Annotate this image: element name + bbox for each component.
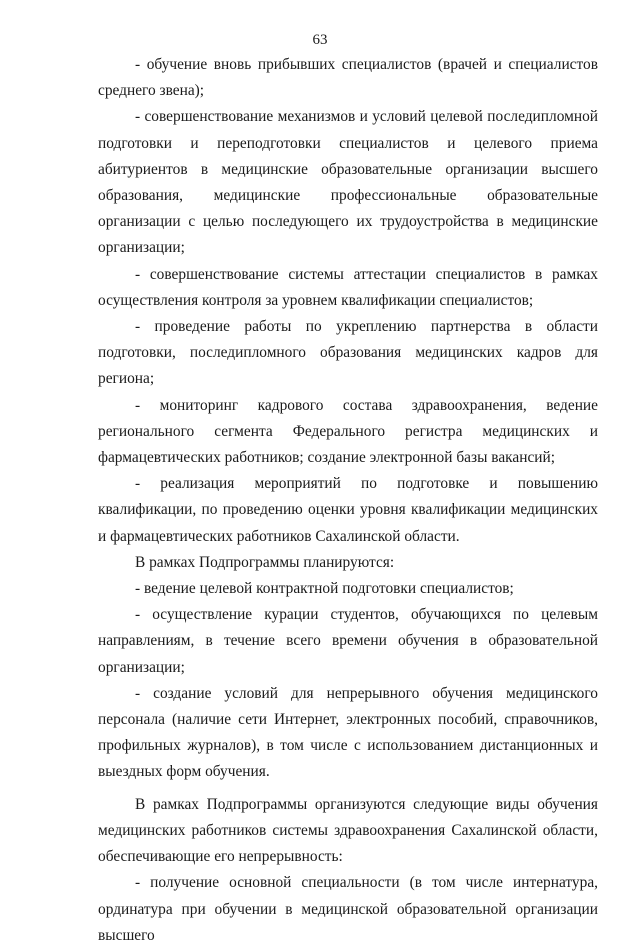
paragraph-1: - обучение вновь прибывших специалистов (врачей и специалистов среднего звена); [98,56,598,100]
paragraph-4: - проведение работы по укреплению партнерства в области подготовки, последипломного образования медицинских кадров для региона; [98,318,598,388]
paragraph-5: - мониторинг кадрового состава здравоохранения, ведение регионального сегмента Федерального регистра медицинских и фармацевтических работников; создание электронной базы вакансий; [98,396,598,467]
paragraph-11: В рамках Подпрограммы организуются следующие виды обучения медицинских работников системы здравоохранения Сахалинской области, обеспечивающие его непрерывность: [98,795,598,866]
paragraph-9: - осуществление курации студентов, обучающихся по целевым направлениям, в течение всего времени обучения в образовательной организации; [98,606,598,676]
body-text [98,52,598,949]
paragraph-8: - ведение целевой контрактной подготовки специалистов; [135,580,514,598]
paragraph-12: - получение основной специальности (в том числе интернатура, ординатура при обучении в медицинской образовательной организации высшего [98,874,598,944]
paragraph-7: В рамках Подпрограммы планируются: [135,553,395,571]
paragraph-3: - совершенствование системы аттестации специалистов в рамках осуществления контроля за уровнем квалификации специалистов; [98,265,598,309]
page-number: 63 [312,32,328,48]
paragraph-6: - реализация мероприятий по подготовке и повышению квалификации, по проведению оценки уровня квалификации медицинских и фармацевтических работников Сахалинской области. [98,475,598,545]
paragraph-2: - совершенствование механизмов и условий целевой последипломной подготовки и переподготовки специалистов и целевого приема абитуриентов в медицинские образовательные организации высшего образования, медицинские профессиональные образовательные организации с целью последующего их трудоустройства в медицинские организации; [98,108,598,257]
paragraph-10: - создание условий для непрерывного обучения медицинского персонала (наличие сети Интернет, электронных пособий, справочников, профильных журналов), в том числе с использованием дистанционных и выездных форм обучения. [98,684,598,781]
